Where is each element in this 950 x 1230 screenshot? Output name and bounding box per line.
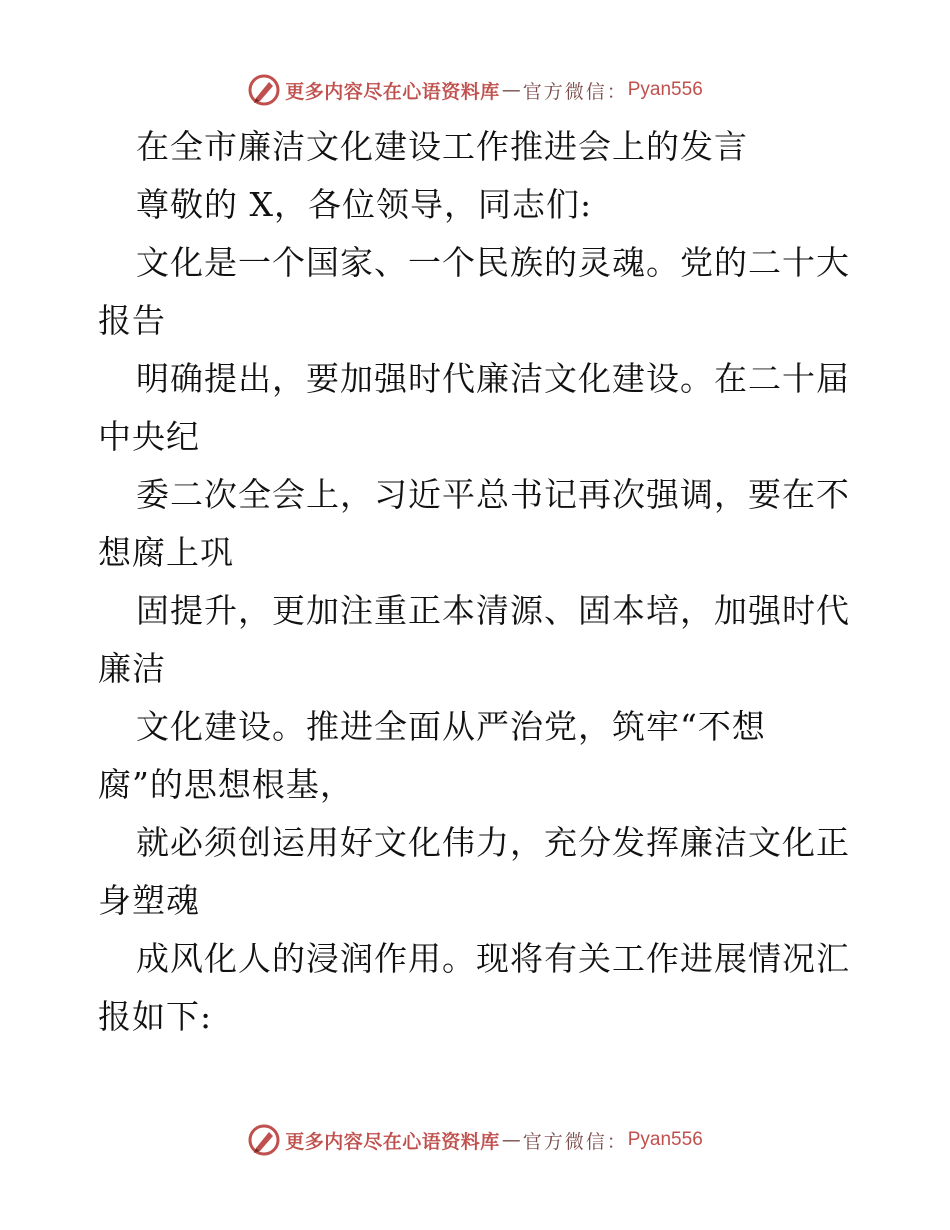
header-watermark	[0, 70, 950, 110]
text-line: 尊敬的 X，各位领导，同志们:	[136, 185, 593, 224]
text-line: 腐”的思想根基，	[98, 765, 354, 804]
watermark-wechat-id: Pyan556	[627, 79, 703, 100]
text-line: 文化建设。推进全面从严治党，筑牢“不想	[136, 707, 766, 746]
text-line: 报告	[98, 301, 166, 340]
text-line: 想腐上巩	[98, 533, 234, 572]
text-line: 明确提出，要加强时代廉洁文化建设。在二十届	[136, 359, 850, 398]
text-line: 在全市廉洁文化建设工作推进会上的发言	[136, 127, 748, 166]
text-line: 委二次全会上，习近平总书记再次强调，要在不	[136, 475, 850, 514]
text-line: 报如下:	[98, 997, 213, 1036]
text-line: 就必须创运用好文化伟力，充分发挥廉洁文化正	[136, 823, 850, 862]
watermark-main-text: 更多内容尽在心语资料库	[285, 80, 500, 103]
text-line: 身塑魂	[98, 881, 200, 920]
watermark-wechat-id: Pyan556	[627, 1129, 703, 1150]
text-line: 成风化人的浸润作用。现将有关工作进展情况汇	[136, 939, 850, 978]
watermark-dash: —	[501, 79, 521, 101]
text-line: 廉洁	[98, 649, 166, 688]
watermark-sub-text: 官方微信：	[522, 80, 628, 103]
text-line: 文化是一个国家、一个民族的灵魂。党的二十大	[136, 243, 850, 282]
footer-watermark	[0, 1120, 950, 1160]
pen-logo-icon	[247, 73, 281, 107]
watermark-sub-text: 官方微信：	[522, 1130, 628, 1153]
watermark-dash: —	[501, 1129, 521, 1151]
pen-logo-icon	[247, 1123, 281, 1157]
text-line: 固提升，更加注重正本清源、固本培，加强时代	[136, 591, 850, 630]
watermark-main-text: 更多内容尽在心语资料库	[285, 1130, 500, 1153]
document-body	[98, 118, 858, 1046]
text-line: 中央纪	[98, 417, 200, 456]
